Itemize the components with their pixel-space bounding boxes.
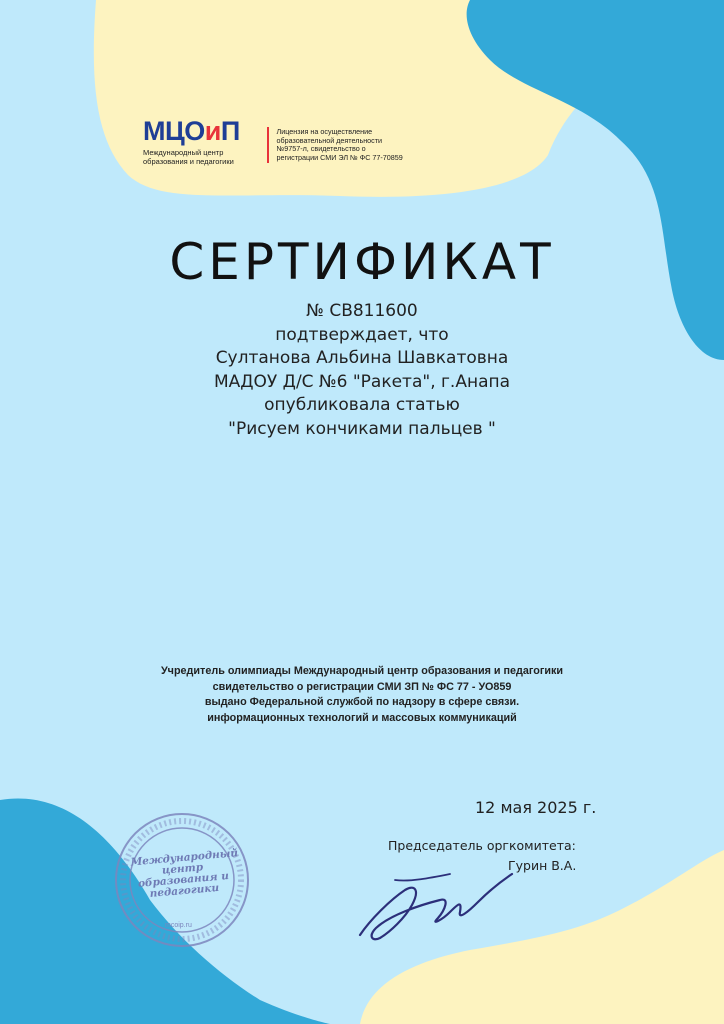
logo-wordmark: [143, 116, 261, 146]
stamp-text: Международный центр образования и педагогики: [130, 847, 239, 900]
header-divider: [267, 127, 269, 163]
action-text: опубликовала статью: [264, 395, 460, 415]
article-title: "Рисуем кончиками пальцев ": [228, 418, 496, 439]
founder-info: [0, 664, 724, 726]
header: [143, 116, 407, 166]
chair-title: Председатель оргкомитета:: [388, 838, 576, 853]
founder-line-1: Учредитель олимпиады Международный центр образования и педагогики: [160, 665, 564, 677]
signature: [350, 860, 520, 950]
chair-name: Гурин В.А.: [508, 858, 577, 873]
confirms-text: подтверждает, что: [275, 324, 449, 345]
certificate-body: [0, 300, 724, 441]
founder-line-2: свидетельство о регистрации СМИ ЗП № ФС 77 - УО859: [212, 680, 512, 693]
logo-end: П: [220, 116, 240, 146]
founder-line-4: информационных технологий и массовых коммуникаций: [207, 711, 517, 724]
logo-subtitle: Международный центр образования и педагогики: [143, 148, 234, 166]
logo: [143, 116, 261, 166]
logo-main: МЦО: [143, 116, 205, 146]
license-text: Лицензия на осуществление образовательной деятельности №9757-л, свидетельство о регистрации СМИ ЭЛ № ФС 77-70859: [276, 127, 403, 162]
founder-line-3: выдано Федеральной службой по надзору в сфере связи.: [204, 696, 520, 708]
recipient-name: Султанова Альбина Шавкатовна: [215, 348, 509, 368]
certificate-title: СЕРТИФИКАТ: [169, 233, 555, 291]
certificate-number: № СВ811600: [306, 301, 418, 321]
organization: МАДОУ Д/С №6 "Ракета", г.Анапа: [213, 371, 511, 392]
logo-accent: и: [204, 116, 221, 146]
stamp-site: mcoip.ru: [165, 922, 192, 929]
issue-date: 12 мая 2025 г.: [475, 798, 597, 817]
